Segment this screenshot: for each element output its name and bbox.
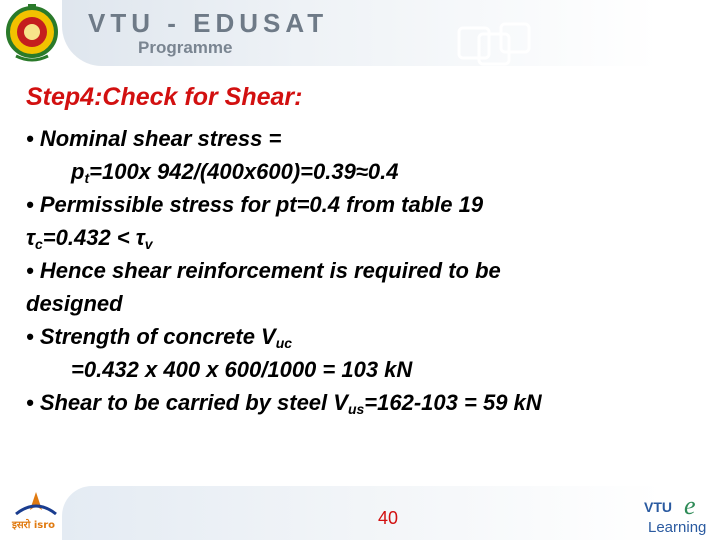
subscript: uc xyxy=(275,335,293,351)
bullet-text: • Permissible stress for pt=0.4 from table 19 xyxy=(26,192,484,217)
tau-symbol: τ xyxy=(26,225,35,250)
vtu-elearning-logo-icon xyxy=(640,492,716,538)
svg-text:Learning: Learning xyxy=(648,519,707,536)
bullet-nominal-shear-formula xyxy=(26,155,706,188)
page-number: 40 xyxy=(378,508,399,528)
bullet-reinforcement xyxy=(26,254,706,287)
bullet-permissible-stress xyxy=(26,188,706,221)
bullet-text: • Strength of concrete V xyxy=(26,324,276,349)
tau-symbol: τ xyxy=(135,225,145,250)
svg-text:e: e xyxy=(684,492,696,520)
subscript: v xyxy=(144,236,153,252)
slide-content xyxy=(26,122,706,419)
bullet-nominal-shear xyxy=(26,122,706,155)
subscript: us xyxy=(347,401,365,417)
bullet-reinforcement-cont xyxy=(26,287,706,320)
svg-text:इसरो isro: इसरो isro xyxy=(12,520,56,531)
slide-heading: Step4:Check for Shear: xyxy=(26,83,303,111)
svg-text:VTU: VTU xyxy=(644,499,672,515)
bullet-text: designed xyxy=(26,291,123,316)
formula-value: =0.432 x 400 x 600/1000 = 103 kN xyxy=(71,357,413,382)
vtu-emblem-icon xyxy=(6,2,58,64)
bullet-text: • Nominal shear stress = xyxy=(26,126,282,151)
formula-value: =162-103 = 59 kN xyxy=(364,390,542,415)
decorative-squares-icon xyxy=(455,20,535,66)
concrete-strength-formula xyxy=(26,353,706,386)
bullet-concrete-strength xyxy=(26,320,706,353)
banner-subtitle: Programme xyxy=(138,38,233,57)
formula-subscript: t xyxy=(84,170,90,186)
banner-title: VTU - EDUSAT xyxy=(88,8,329,38)
stress-comparison xyxy=(26,221,706,254)
bullet-steel-shear xyxy=(26,386,706,419)
isro-logo-icon xyxy=(8,490,64,536)
footer-band xyxy=(62,486,662,540)
header-banner xyxy=(0,0,720,72)
formula-symbol: p xyxy=(71,159,85,184)
bullet-text: • Hence shear reinforcement is required to be xyxy=(26,258,501,283)
formula-value: =100x 942/(400x600)=0.39≈0.4 xyxy=(89,159,399,184)
bullet-text: • Shear to be carried by steel V xyxy=(26,390,348,415)
footer xyxy=(0,486,720,540)
comparison-text: =0.432 < xyxy=(42,225,136,250)
subscript: c xyxy=(35,236,43,252)
